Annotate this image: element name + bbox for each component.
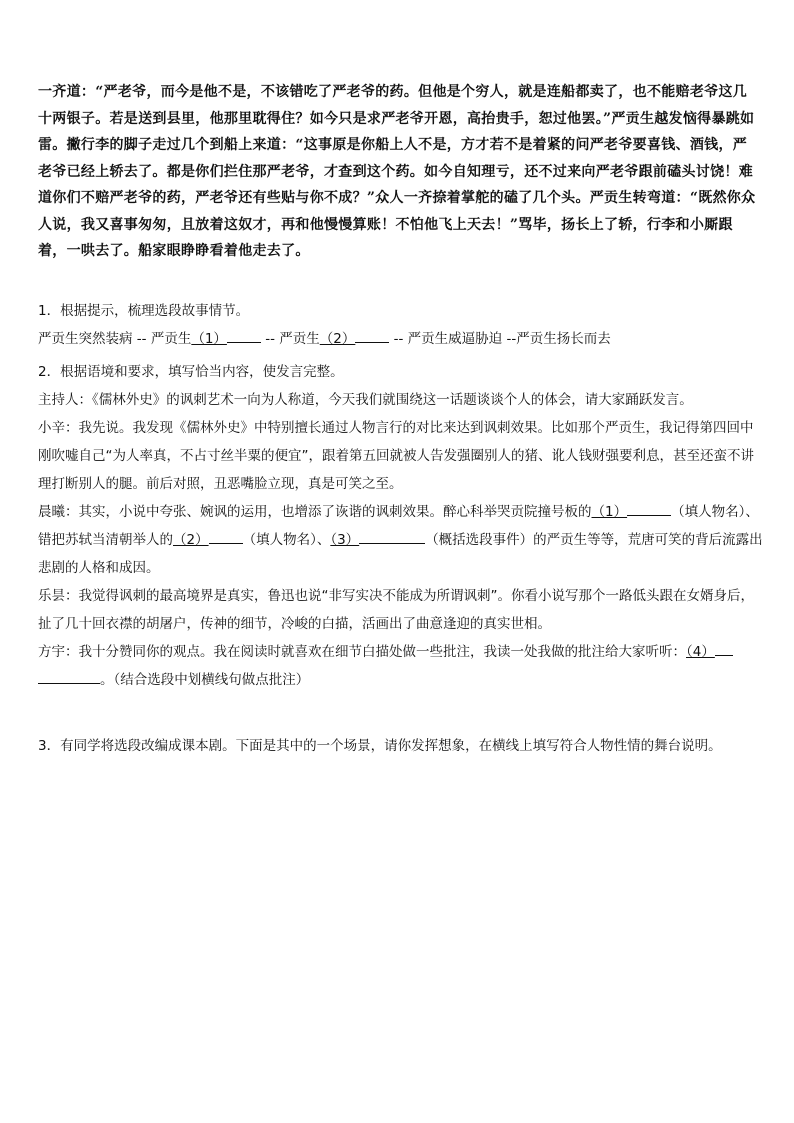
blank-label-2-4: （4） bbox=[686, 644, 715, 660]
flow-seg-1: 严贡生突然装病 -- 严贡生 bbox=[38, 331, 192, 347]
blank-label-1: （1） bbox=[191, 331, 227, 347]
answer-blank-2[interactable] bbox=[355, 328, 389, 343]
answer-blank-2-4b[interactable] bbox=[38, 669, 100, 684]
xiaoxin-speech: 小辛：我先说。我发现《儒林外史》中特别擅长通过人物言行的对比来达到讽刺效果。比如那个严贡生，我记得第四回中刚吹嘘自己“为人率真，不占寸丝半粟的便宜”，跟着第五回就被人告发强圈别人的猪、讹人钱财强要利息，甚至还蛮不讲理打断别人的腿。前后对照，丑恶嘴脸立现，真是可笑之至。 bbox=[38, 420, 754, 492]
flow-seg-2: -- 严贡生 bbox=[260, 331, 320, 347]
question-1 bbox=[38, 297, 763, 353]
fangyu-speech: 方宇：我十分赞同你的观点。我在阅读时就喜欢在细节白描处做一些批注，我读一处我做的批注给大家听听：（4） 。（结合选段中划横线句做点批注） bbox=[38, 638, 763, 694]
question-2 bbox=[38, 358, 763, 694]
answer-blank-2-4a[interactable] bbox=[715, 641, 733, 656]
question-1-flow bbox=[38, 325, 763, 353]
blank-label-2: （2） bbox=[319, 331, 356, 347]
question-3 bbox=[38, 732, 763, 760]
leyun-speech: 乐昙：我觉得讽刺的最高境界是真实，鲁迅也说“非写实决不能成为所谓讽刺”。你看小说写那个一路低头跟在女婿身后，扯了几十回衣襟的胡屠户，传神的细节，冷峻的白描，活画出了曲意逢迎的真实世相。 bbox=[38, 588, 754, 632]
answer-blank-2-1[interactable] bbox=[627, 501, 671, 516]
answer-blank-2-3[interactable] bbox=[359, 529, 425, 544]
flow-seg-3: -- 严贡生威逼胁迫 --严贡生扬长而去 bbox=[389, 331, 611, 347]
question-1-title: 1．根据提示，梳理选段故事情节。 bbox=[38, 303, 250, 319]
passage bbox=[38, 79, 758, 265]
answer-blank-1[interactable] bbox=[227, 328, 261, 343]
question-2-title: 2．根据语境和要求，填写恰当内容，使发言完整。 bbox=[38, 364, 344, 380]
chenxi-speech: 晨曦：其实，小说中夸张、婉讽的运用，也增添了诙谐的讽刺效果。醉心科举哭贡院撞号板的（1） （填人物名）、错把苏轼当清朝举人的（2） （填人物名）、（3） （概括选段事件）的严贡生等等，荒唐可笑的背后流露出悲剧的人格和成因。 bbox=[38, 498, 763, 582]
host-speech: 主持人：《儒林外史》的讽刺艺术一向为人称道，今天我们就围绕这一话题谈谈个人的体会，请大家踊跃发言。 bbox=[38, 392, 693, 408]
answer-blank-2-2[interactable] bbox=[209, 529, 243, 544]
blank-label-2-2: （2） bbox=[173, 532, 209, 548]
passage-text: 一齐道：“严老爷，而今是他不是，不该错吃了严老爷的药。但他是个穷人，就是连船都卖了，也不能赔老爷这几十两银子。若是送到县里，他那里耽得住？如今只是求严老爷开恩，高抬贵手，恕过他罢。”严贡生越发恼得暴跳如雷。撇行李的脚子走过几个到船上来道：“这事原是你船上人不是，方才若不是着紧的问严老爷要喜钱、酒钱，严老爷已经上轿去了。都是你们拦住那严老爷，才查到这个药。如今自知理亏，还不过来向严老爷跟前磕头讨饶！难道你们不赔严老爷的药，严老爷还有些贴与你不成？”众人一齐捺着掌舵的磕了几个头。严贡生转弯道：“既然你众人说，我又喜事匆匆，且放着这奴才，再和他慢慢算账！不怕他飞上天去！”骂毕，扬长上了轿，行李和小厮跟着，一哄去了。船家眼睁睁看着他走去了。 bbox=[38, 84, 756, 259]
blank-label-2-3: （3） bbox=[330, 532, 360, 548]
question-3-title: 3．有同学将选段改编成课本剧。下面是其中的一个场景，请你发挥想象，在横线上填写符合人物性情的舞台说明。 bbox=[38, 738, 722, 754]
blank-label-2-1: （1） bbox=[591, 504, 628, 520]
